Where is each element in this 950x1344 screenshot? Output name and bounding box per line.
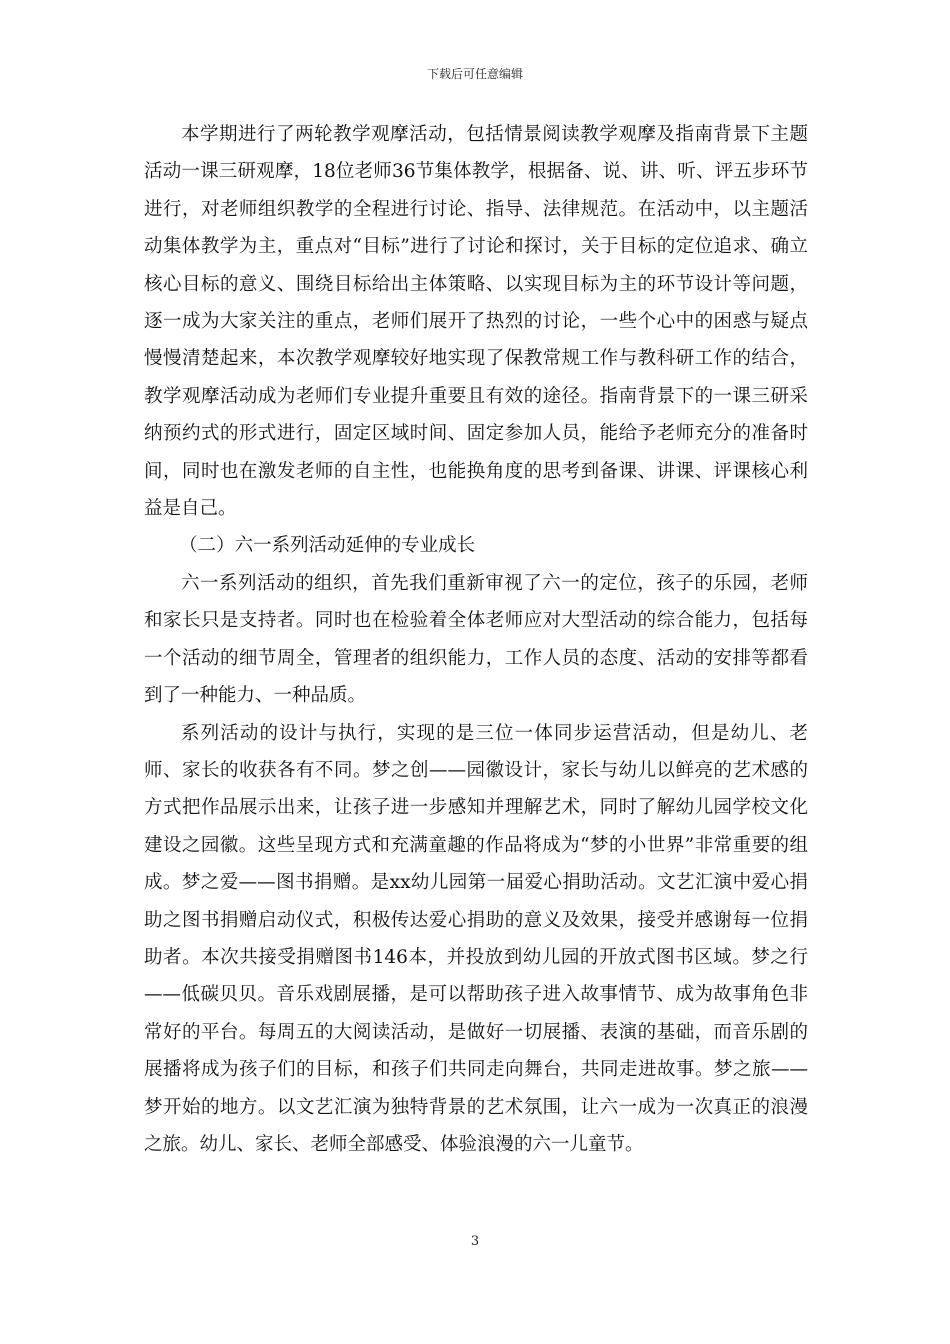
document-body	[144, 116, 808, 1163]
page-number: 3	[470, 1234, 480, 1249]
page-header: 下载后可任意编辑	[426, 67, 523, 81]
paragraph-series-activities: 系列活动的设计与执行，实现的是三位一体同步运营活动，但是幼儿、老师、家长的收获各有不同。梦之创——园徽设计，家长与幼儿以鲜亮的艺术感的方式把作品展示出来，让孩子进一步感知并理解艺术，同时了解幼儿园学校文化建设之园徽。这些呈现方式和充满童趣的作品将成为“梦的小世界”非常重要的组成。梦之爱——图书捐赠。是xx幼儿园第一届爱心捐助活动。文艺汇演中爱心捐助之图书捐赠启动仪式，积极传达爱心捐助的意义及效果，接受并感谢每一位捐助者。本次共接受捐赠图书146本，并投放到幼儿园的开放式图书区域。梦之行——低碳贝贝。音乐戏剧展播，是可以帮助孩子进入故事情节、成为故事角色非常好的平台。每周五的大阅读活动，是做好一切展播、表演的基础，而音乐剧的展播将成为孩子们的目标，和孩子们共同走向舞台，共同走进故事。梦之旅——梦开始的地方。以文艺汇演为独特背景的艺术氛围，让六一成为一次真正的浪漫之旅。幼儿、家长、老师全部感受、体验浪漫的六一儿童节。	[144, 722, 808, 1155]
paragraph-teaching-observation: 本学期进行了两轮教学观摩活动，包括情景阅读教学观摩及指南背景下主题活动一课三研观摩，18位老师36节集体教学，根据备、说、讲、听、评五步环节进行，对老师组织教学的全程进行讨论、指导、法律规范。在活动中，以主题活动集体教学为主，重点对“目标”进行了讨论和探讨，关于目标的定位追求、确立核心目标的意义、围绕目标给出主体策略、以实现目标为主的环节设计等问题，逐一成为大家关注的重点，老师们展开了热烈的讨论，一些个心中的困惑与疑点慢慢清楚起来，本次教学观摩较好地实现了保教常规工作与教科研工作的结合，教学观摩活动成为老师们专业提升重要且有效的途径。指南背景下的一课三研采纳预约式的形式进行，固定区域时间、固定参加人员，能给予老师充分的准备时间，同时也在激发老师的自主性，也能换角度的思考到备课、讲课、评课核心利益是自己。	[144, 124, 808, 520]
paragraph-children-day-organization: 六一系列活动的组织，首先我们重新审视了六一的定位，孩子的乐园，老师和家长只是支持者。同时也在检验着全体老师应对大型活动的综合能力，包括每一个活动的细节周全，管理者的组织能力，工作人员的态度、活动的安排等都看到了一种能力、一种品质。	[144, 572, 808, 707]
section-heading: （二）六一系列活动延伸的专业成长	[179, 535, 476, 557]
